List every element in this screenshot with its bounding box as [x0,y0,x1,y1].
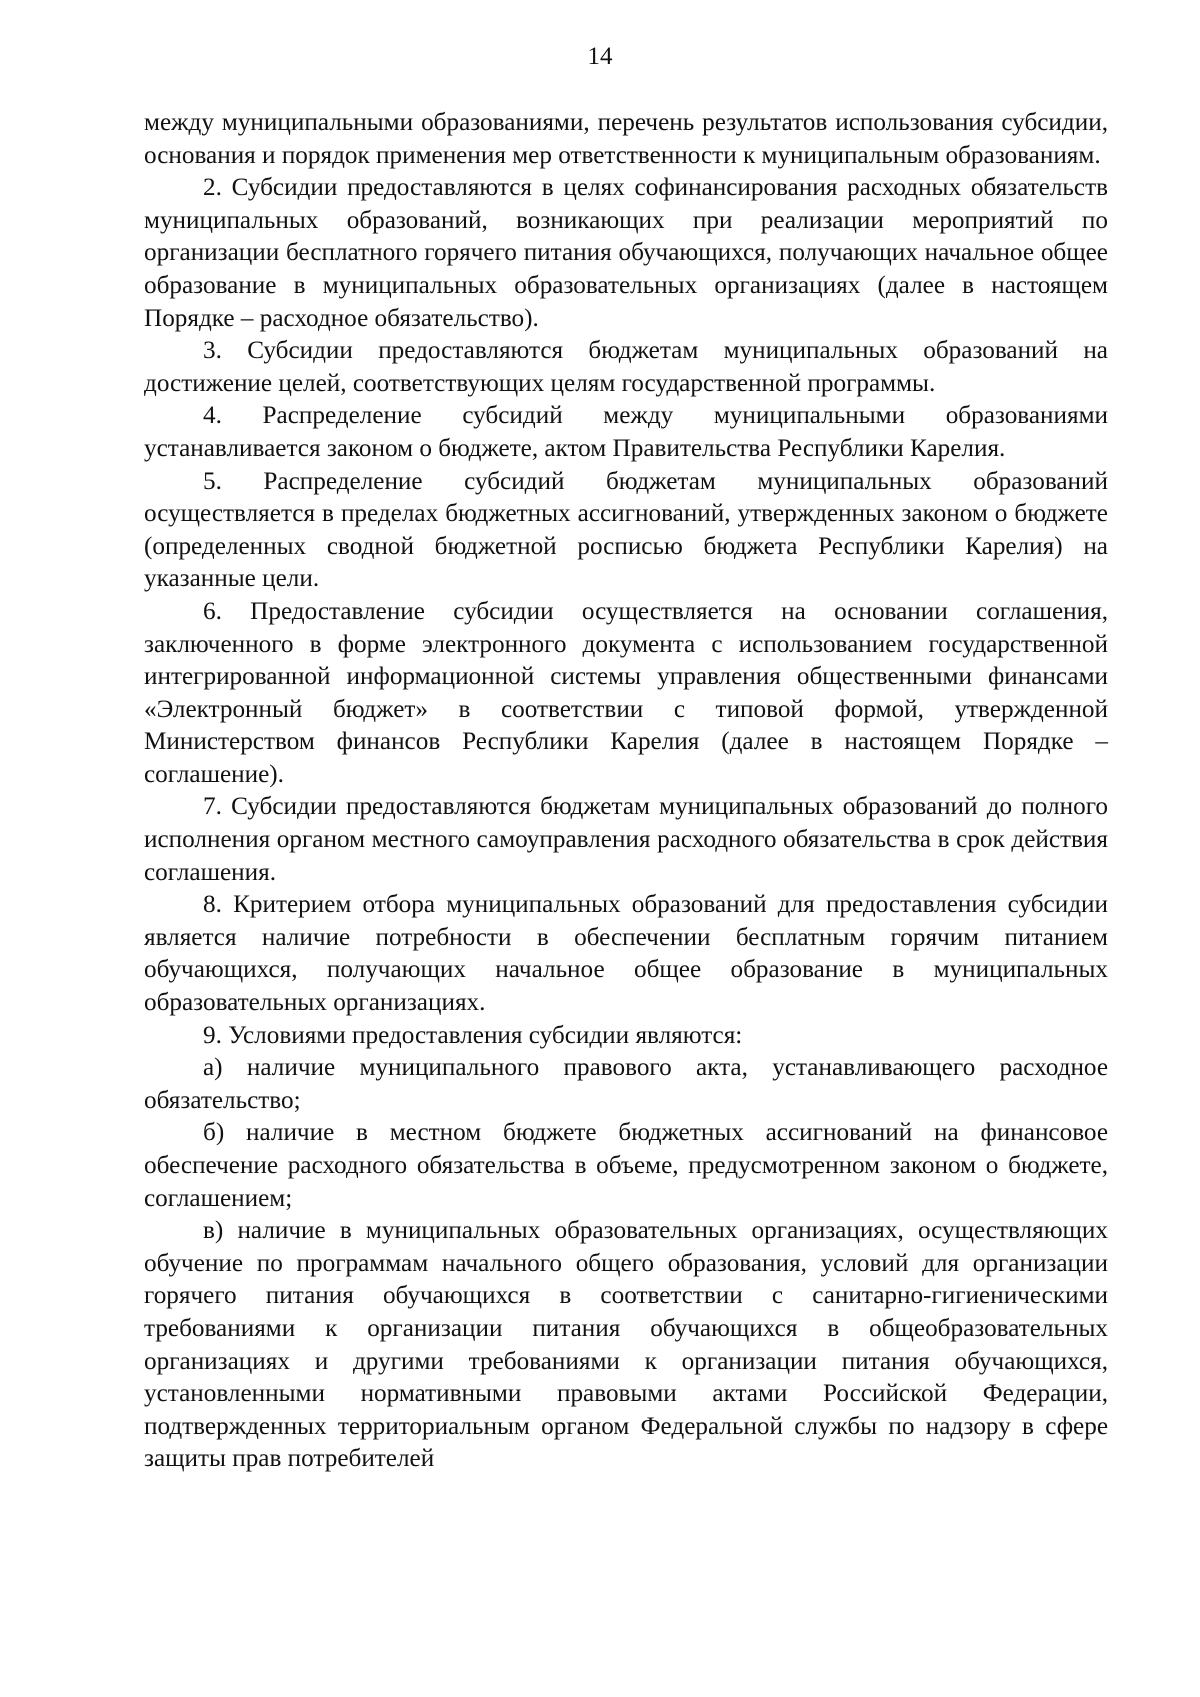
subparagraph-v: в) наличие в муниципальных образовательных организациях, осуществляющих обучение по программам начального общего образования, условий для организации горячего питания обучающихся в соответствии с санитарно-гигиеническими требованиями к организации питания обучающихся в общеобразовательных организациях и другими требованиями к организации питания обучающихся, установленными нормативными правовыми актами Российской Федерации, подтвержденных территориальным органом Федеральной службы по надзору в сфере защиты прав потребителей [144,1217,1108,1473]
paragraph-9: 9. Условиями предоставления субсидии являются: [203,1021,743,1049]
paragraph-6: 6. Предоставление субсидии осуществляется на основании соглашения, заключенного в форме электронного документа с использованием государственной интегрированной информационной системы управления общественными финансами «Электронный бюджет» в соответствии с типовой формой, утвержденной Министерством финансов Республики Карелия (далее в настоящем Порядке – соглашение). [144,597,1108,788]
document-body [144,107,1108,1476]
paragraph-2: 2. Субсидии предоставляются в целях софинансирования расходных обязательств муниципальных образований, возникающих при реализации мероприятий по организации бесплатного горячего питания обучающихся, получающих начальное общее образование в муниципальных образовательных организациях (далее в настоящем Порядке – расходное обязательство). [144,174,1108,332]
paragraph-7: 7. Субсидии предоставляются бюджетам муниципальных образований до полного исполнения органом местного самоуправления расходного обязательства в срок действия соглашения. [144,793,1108,886]
paragraph-8: 8. Критерием отбора муниципальных образований для предоставления субсидии является наличие потребности в обеспечении бесплатным горячим питанием обучающихся, получающих начальное общее образование в муниципальных образовательных организациях. [144,891,1108,1017]
paragraph-5: 5. Распределение субсидий бюджетам муниципальных образований осуществляется в пределах бюджетных ассигнований, утвержденных законом о бюджете (определенных сводной бюджетной росписью бюджета Республики Карелия) на указанные цели. [144,467,1108,593]
paragraph-3: 3. Субсидии предоставляются бюджетам муниципальных образований на достижение целей, соответствующих целям государственной программы. [144,337,1108,397]
subparagraph-b: б) наличие в местном бюджете бюджетных ассигнований на финансовое обеспечение расходного обязательства в объеме, предусмотренном законом о бюджете, соглашением; [144,1119,1108,1212]
paragraph-4: 4. Распределение субсидий между муниципальными образованиями устанавливается законом о бюджете, актом Правительства Республики Карелия. [144,402,1108,462]
paragraph-continuation: между муниципальными образованиями, перечень результатов использования субсидии, основания и порядок применения мер ответственности к муниципальным образованиям. [144,109,1108,169]
page-number: 14 [587,43,613,70]
subparagraph-a: а) наличие муниципального правового акта, устанавливающего расходное обязательство; [144,1054,1108,1114]
